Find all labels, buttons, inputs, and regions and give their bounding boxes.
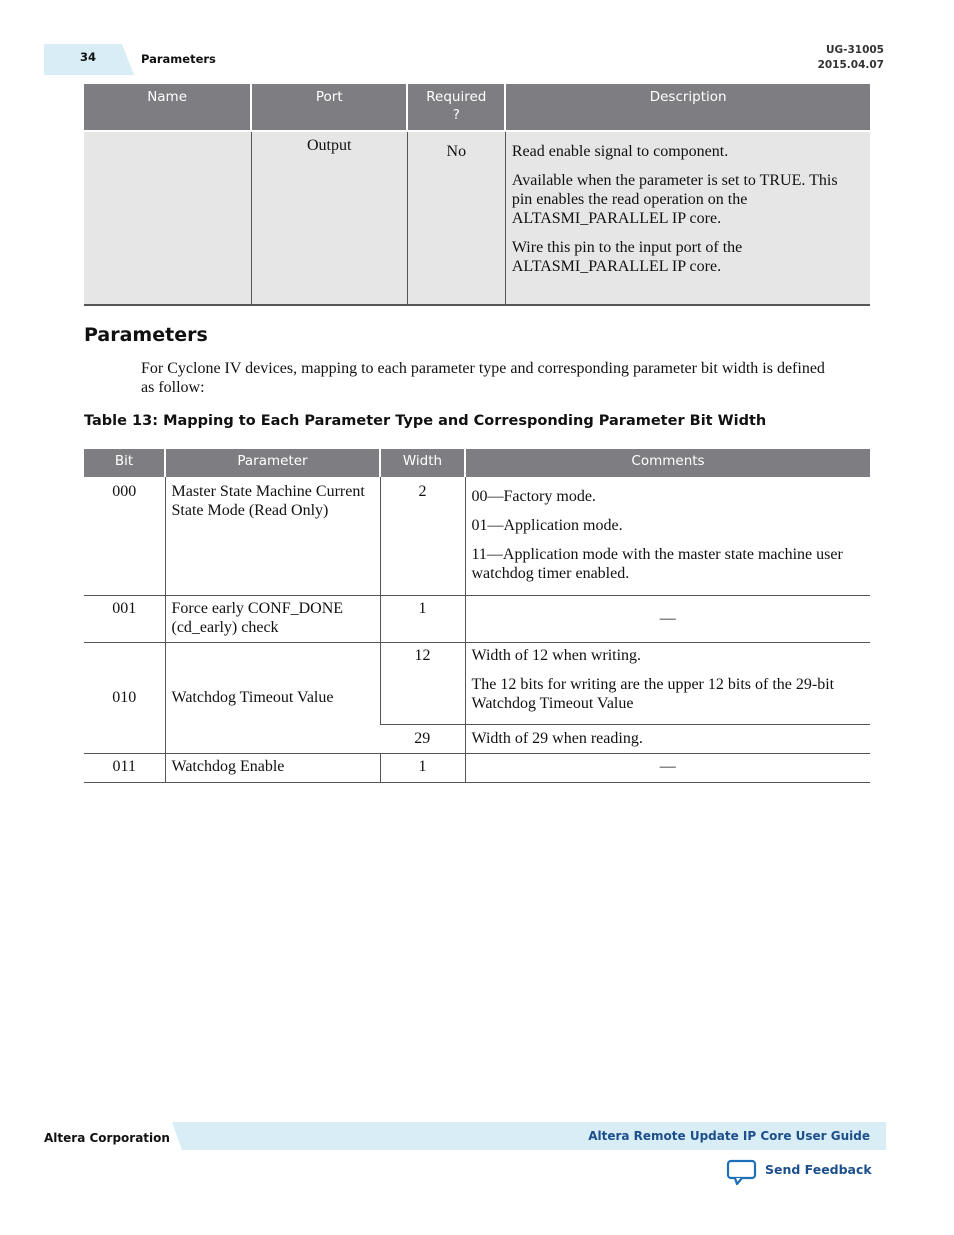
cell-width: 2	[380, 477, 465, 595]
doc-id: UG-31005	[825, 44, 884, 56]
cell-comments	[465, 477, 870, 595]
table-header-row	[84, 84, 870, 131]
cell-bit: 011	[84, 753, 165, 782]
page-number: 34	[79, 50, 96, 64]
footer-guide-title[interactable]: Altera Remote Update IP Core User Guide	[588, 1129, 870, 1143]
send-feedback-link[interactable]: Send Feedback	[765, 1162, 872, 1177]
table-row	[84, 642, 870, 724]
cell-bit: 001	[84, 595, 165, 642]
cell-port: Output	[251, 131, 407, 305]
cell-description	[505, 131, 870, 305]
comment-line: Width of 12 when writing.	[471, 646, 642, 664]
cell-parameter: Watchdog Enable	[165, 753, 380, 782]
desc-para: Read enable signal to component.	[511, 143, 729, 160]
parameter-mapping-table	[84, 449, 870, 783]
cell-parameter: Watchdog Timeout Value	[165, 642, 380, 753]
cell-comments: —	[465, 753, 870, 782]
cell-width: 1	[380, 595, 465, 642]
col-header-name: Name	[84, 84, 251, 131]
cell-width: 12	[380, 642, 465, 724]
feedback-chat-icon[interactable]	[726, 1158, 758, 1191]
cell-required: No	[407, 131, 505, 305]
col-header-description: Description	[505, 84, 870, 131]
col-header-comments: Comments	[465, 449, 870, 477]
section-intro: For Cyclone IV devices, mapping to each parameter type and corresponding parameter bit width is defined as follow:	[141, 360, 825, 396]
port-table-continued	[84, 84, 870, 306]
col-header-bit: Bit	[84, 449, 165, 477]
cell-parameter: Master State Machine Current State Mode (Read Only)	[165, 477, 380, 595]
col-header-port: Port	[251, 84, 407, 131]
cell-parameter: Force early CONF_DONE (cd_early) check	[165, 595, 380, 642]
cell-width: 1	[380, 753, 465, 782]
comment-line: 11—Application mode with the master state machine user watchdog timer enabled.	[471, 546, 843, 582]
table-row	[84, 595, 870, 642]
desc-para: Wire this pin to the input port of the ALTASMI_PARALLEL IP core.	[511, 239, 743, 275]
comment-line: 00—Factory mode.	[471, 488, 596, 505]
cell-bit: 010	[84, 642, 165, 753]
doc-id-block	[818, 43, 884, 73]
cell-name	[84, 131, 251, 305]
doc-date: 2015.04.07	[817, 59, 884, 71]
section-title: Parameters	[84, 324, 208, 346]
table-row	[84, 753, 870, 782]
col-header-width: Width	[380, 449, 465, 477]
table-row	[84, 477, 870, 595]
comment-line: The 12 bits for writing are the upper 12 bits of the 29-bit Watchdog Timeout Value	[471, 675, 835, 712]
cell-width: 29	[380, 724, 465, 753]
col-header-required: Required ?	[407, 84, 505, 131]
table-header-row	[84, 449, 870, 477]
cell-comments: —	[465, 595, 870, 642]
cell-comments: Width of 29 when reading.	[465, 724, 870, 753]
running-header-title: Parameters	[141, 52, 216, 66]
cell-comments	[465, 642, 870, 724]
desc-para: Available when the parameter is set to TRUE. This pin enables the read operation on the ALTASMI_PARALLEL IP core.	[511, 172, 838, 227]
comment-line: 01—Application mode.	[471, 517, 623, 534]
cell-bit: 000	[84, 477, 165, 595]
col-header-parameter: Parameter	[165, 449, 380, 477]
table-caption: Table 13: Mapping to Each Parameter Type and Corresponding Parameter Bit Width	[84, 413, 767, 429]
table-row	[84, 131, 870, 305]
footer-company: Altera Corporation	[44, 1131, 170, 1145]
